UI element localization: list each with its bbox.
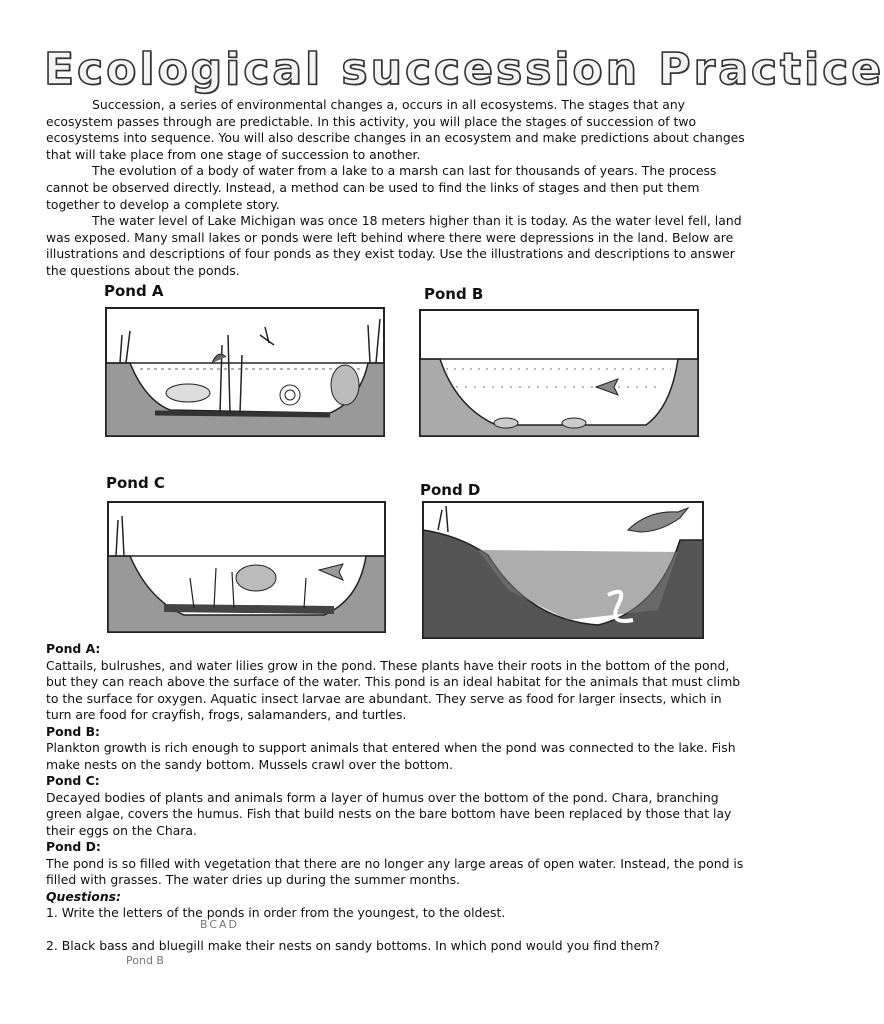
pond-b-label: Pond B [424, 285, 484, 303]
pond-descriptions [46, 641, 746, 954]
pond-b-illustration [416, 307, 703, 439]
pond-a-description: Cattails, bulrushes, and water lilies grow in the pond. These plants have their roots in the bottom of the pond, but they can reach above the surface of the water. This pond is an ideal habitat for the animals that must climb to the surface for oxygen. Aquatic insect larvae are abundant. They serve as food for larger insects, which in turn are food for crayfish, frogs, salamanders, and turtles. [46, 657, 741, 722]
pond-c-description: Decayed bodies of plants and animals form a layer of humus over the bottom of the pond. Chara, branching green algae, covers the humus. Fish that build nests on the bare bottom have been replaced by those that lay their eggs on the Chara. [46, 789, 732, 838]
answer-1: BCAD [200, 918, 240, 931]
questions-heading: Questions: [46, 888, 121, 904]
intro-text [46, 97, 746, 280]
intro-paragraph-2: The evolution of a body of water from a lake to a marsh can last for thousands of years. The process cannot be observed directly. Instead, a method can be used to find the links of stages and then put them together to develop a complete story. [46, 163, 717, 212]
pond-b-heading: Pond B: [46, 723, 100, 739]
intro-paragraph-1: Succession, a series of environmental changes a, occurs in all ecosystems. The stages that any ecosystem passes through are predictable. In this activity, you will place the stages of succession of two ecosystems into sequence. You will also describe changes in an ecosystem and make predictions about changes that will take place from one stage of succession to another. [46, 97, 745, 162]
question-2: 2. Black bass and bluegill make their nests on sandy bottoms. In which pond would you find them? [46, 937, 660, 953]
pond-d-heading: Pond D: [46, 839, 101, 854]
answer-2: Pond B [126, 954, 164, 967]
pond-d-label: Pond D [420, 481, 481, 499]
pond-c-label: Pond C [106, 474, 165, 492]
page-title: Ecological succession Practice [44, 44, 884, 95]
pond-d-illustration [418, 500, 708, 640]
pond-a-label: Pond A [104, 282, 164, 300]
question-1: 1. Write the letters of the ponds in order from the youngest, to the oldest. [46, 905, 506, 920]
pond-b-description: Plankton growth is rich enough to support animals that entered when the pond was connected to the lake. Fish make nests on the sandy bottom. Mussels crawl over the bottom. [46, 740, 736, 772]
pond-a-illustration [100, 305, 390, 440]
intro-paragraph-3: The water level of Lake Michigan was once 18 meters higher than it is today. As the water level fell, land was exposed. Many small lakes or ponds were left behind where there were depressions in the land. Below are illustrations and descriptions of four ponds as they exist today. Use the illustrations and descriptions to answer the questions about the ponds. [46, 213, 742, 278]
pond-a-heading: Pond A: [46, 641, 101, 656]
pond-c-illustration [104, 500, 389, 635]
pond-c-heading: Pond C: [46, 773, 100, 788]
pond-d-description: The pond is so filled with vegetation that there are no longer any large areas of open water. Instead, the pond is filled with grasses. The water dries up during the summer months. [46, 855, 744, 887]
